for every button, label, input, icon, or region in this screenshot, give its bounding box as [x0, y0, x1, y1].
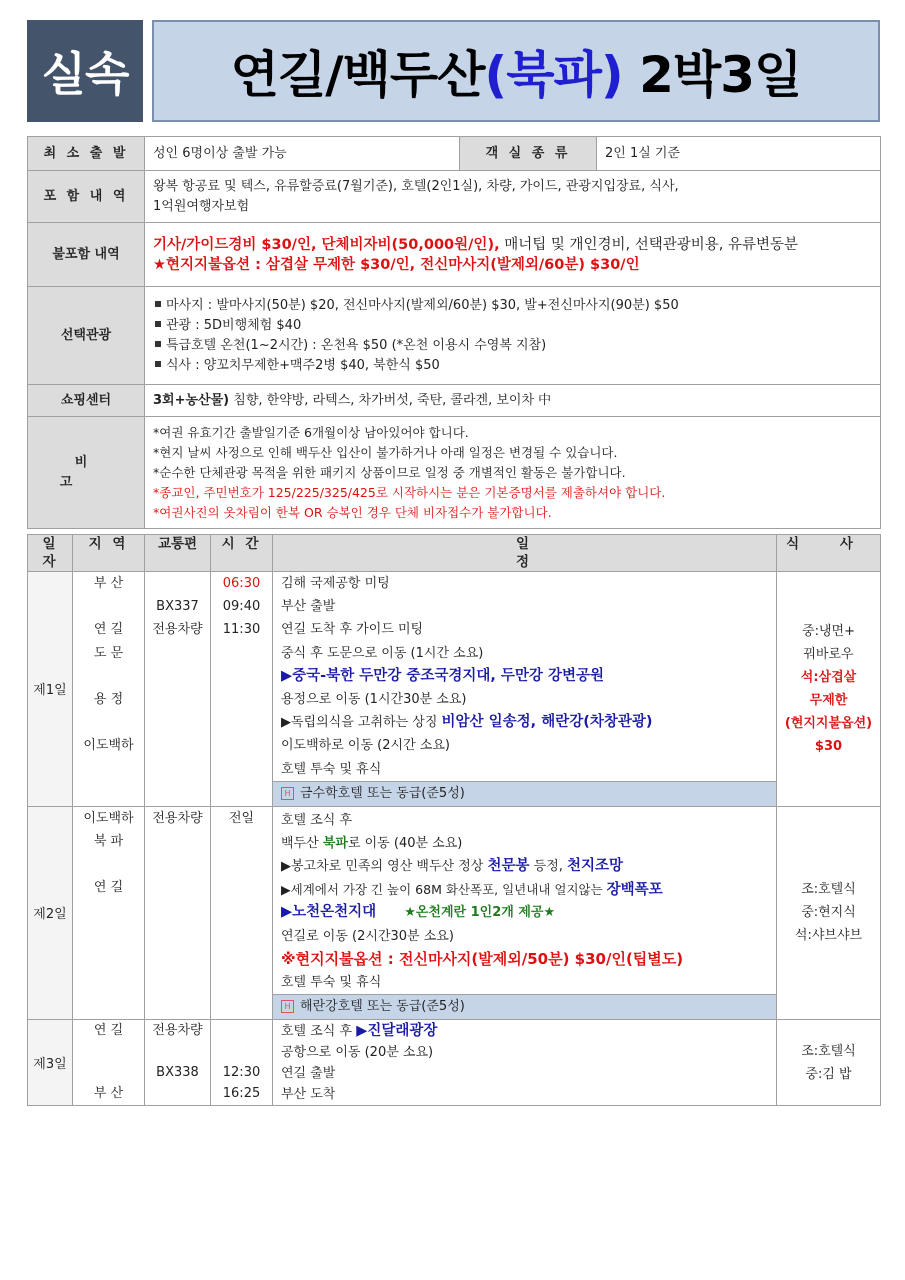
schedule-line: 호텔 조식 후: [281, 812, 353, 828]
meal-line: 조:호텔식: [801, 1043, 856, 1059]
day-label: 제3일: [28, 1020, 73, 1106]
transport-value: 전용차량: [152, 1023, 203, 1039]
schedule-text: 호텔 조식 후: [281, 1024, 357, 1040]
info-row-included: [28, 171, 881, 223]
meal-line: 조:호텔식: [801, 882, 856, 898]
badge-label: 실속: [27, 20, 143, 122]
schedule-cell: [273, 572, 777, 807]
schedule-text: 로 이동 (40분 소요): [347, 835, 463, 851]
schedule-line: [281, 832, 768, 855]
schedule-text: 등정,: [529, 859, 568, 875]
schedule-line: [281, 1020, 768, 1043]
itinerary-header-row: [28, 535, 881, 572]
schedule-line: 부산 도착: [281, 1087, 336, 1103]
time-cell: [211, 1020, 273, 1106]
meal-line-option: $30: [814, 738, 843, 754]
schedule-text: ▶독립의식을 고취하는 상징: [281, 715, 442, 731]
excluded-rest: 매너팁 및 개인경비, 선택관광비용, 유류변동분: [499, 236, 798, 253]
min-departure-value: 성인 6명이상 출발 가능: [145, 137, 460, 171]
time-value: 12:30: [222, 1065, 261, 1081]
hotel-name: 금수학호텔 또는 동급(준5성): [300, 785, 465, 801]
meal-line: 중:김 밥: [805, 1066, 852, 1082]
title-highlight: (북파): [484, 46, 623, 104]
col-meal-header: 식 사: [777, 535, 881, 572]
region-name: [77, 1062, 140, 1083]
info-row-departure: [28, 137, 881, 171]
included-label: 포 함 내 역: [28, 171, 145, 223]
day-label: 제2일: [28, 806, 73, 1020]
meal-cell: [777, 1020, 881, 1106]
schedule-cell: [273, 806, 777, 1020]
itinerary-table: [27, 534, 881, 1106]
region-name: 도 문: [93, 645, 124, 661]
min-departure-label: 최 소 출 발: [28, 137, 145, 171]
region-name: 용 정: [93, 691, 124, 707]
time-value: 16:25: [222, 1086, 261, 1102]
schedule-line: 부산 출발: [281, 599, 336, 615]
shopping-count: 3회+농산물): [153, 392, 230, 408]
schedule-highlight: 북파: [322, 835, 348, 851]
itinerary-day-row: [28, 1020, 881, 1106]
region-name: 연 길: [93, 622, 124, 638]
meal-line-option: 무제한: [809, 692, 848, 708]
hotel-name: 해란강호텔 또는 동급(준5성): [300, 999, 465, 1015]
schedule-line: [281, 711, 768, 734]
schedule-text: ▶봉고차로 민족의 영산 백두산 정상: [281, 859, 488, 875]
region-name: 부 산: [93, 576, 124, 591]
itinerary-day-row: [28, 806, 881, 1020]
region-name: [77, 665, 140, 688]
schedule-highlight: 비암산 일송정, 해란강(차창관광): [441, 714, 653, 731]
region-name: [77, 711, 140, 734]
time-cell: [211, 806, 273, 1020]
meal-cell: [777, 806, 881, 1020]
remarks-list: [145, 417, 881, 529]
meal-line: 중:현지식: [801, 905, 856, 921]
hotel-row: [273, 781, 776, 806]
schedule-line: [281, 878, 768, 901]
optional-list: [145, 287, 881, 385]
excluded-local-option: ★현지지불옵션 : 삼겹살 무제한 $30/인, 전신마사지(발제외/60분) $30/인: [153, 256, 640, 273]
optional-item-text: 관광 : 5D비행체험 $40: [166, 317, 302, 333]
optional-item: [153, 336, 872, 356]
itinerary-day-row: [28, 572, 881, 807]
excluded-value: [145, 223, 881, 287]
hotel-icon: H: [281, 1000, 294, 1013]
room-type-label: 객 실 종 류: [460, 137, 597, 171]
time-value: [215, 1020, 268, 1041]
schedule-highlight: 장백폭포: [606, 882, 663, 899]
optional-item-text: 식사 : 양꼬치무제한+맥주2병 $40, 북한식 $50: [166, 357, 440, 373]
region-name: [77, 1041, 140, 1062]
col-region-header: 지 역: [73, 535, 145, 572]
info-row-optional: [28, 287, 881, 385]
col-schedule-header: 일 정: [273, 535, 777, 572]
shopping-label: 쇼핑센터: [28, 385, 145, 417]
hotel-icon: H: [281, 787, 294, 800]
title-main: 연길/백두산: [230, 46, 485, 104]
schedule-highlight-green: ★온천계란 1인2개 제공★: [404, 905, 556, 921]
meal-line-option: 석:삼겹살: [800, 669, 857, 685]
transport-cell: [145, 572, 211, 807]
remark-line: *현지 날씨 사정으로 인해 백두산 입산이 불가하거나 아래 일정은 변경될 수 있습니다.: [153, 444, 618, 460]
schedule-line: 연길 도착 후 가이드 미팅: [281, 622, 424, 638]
remark-line-warning: *여권사진의 옷차림이 한복 OR 승복인 경우 단체 비자접수가 불가합니다.: [153, 504, 552, 520]
col-transport-header: 교통편: [145, 535, 211, 572]
meal-line: 석:샤브샤브: [794, 928, 863, 944]
bullet-icon: [155, 361, 161, 367]
region-name: 이도백하: [83, 810, 134, 826]
info-row-remarks: [28, 417, 881, 529]
included-value: [145, 171, 881, 223]
schedule-line: 호텔 투숙 및 휴식: [281, 761, 382, 777]
time-cell: [211, 572, 273, 807]
transport-value: [149, 572, 206, 595]
region-name: [77, 595, 140, 618]
info-table: [27, 136, 881, 529]
schedule-line: 용정으로 이동 (1시간30분 소요): [281, 691, 467, 707]
region-cell: [73, 572, 145, 807]
meal-cell: [777, 572, 881, 807]
optional-item: [153, 296, 872, 316]
meal-line-option: (현지지불옵션): [784, 715, 873, 731]
shopping-value: [145, 385, 881, 417]
day-label: 제1일: [28, 572, 73, 807]
remarks-label: [28, 417, 145, 529]
transport-value: [149, 1083, 206, 1104]
meal-line: 꿔바로우: [803, 646, 854, 662]
hotel-row: [273, 994, 776, 1019]
schedule-highlight: ▶진달래광장: [356, 1023, 438, 1040]
remarks-label-text: 비 고: [59, 454, 128, 490]
schedule-cell: [273, 1020, 777, 1106]
region-name: 북 파: [93, 833, 124, 849]
schedule-line: 이도백하로 이동 (2시간 소요): [281, 738, 450, 754]
region-name: 연 길: [93, 880, 124, 896]
included-line: 1억원여행자보험: [153, 198, 250, 214]
room-type-value: 2인 1실 기준: [597, 137, 881, 171]
time-value: 전일: [228, 810, 255, 826]
optional-item-text: 마사지 : 발마사지(50분) $20, 전신마사지(발제외/60분) $30, 발+전신마사지(90분) $50: [166, 297, 679, 313]
optional-item: [153, 316, 872, 336]
remark-line: *여권 유효기간 출발일기준 6개월이상 남아있어야 합니다.: [153, 424, 469, 440]
transport-cell: [145, 806, 211, 1020]
region-name: 부 산: [93, 1086, 124, 1102]
time-value: [215, 1041, 268, 1062]
optional-item: [153, 356, 872, 376]
transport-cell: [145, 1020, 211, 1106]
bullet-icon: [155, 301, 161, 307]
region-name: [77, 853, 140, 876]
time-value: 06:30: [222, 576, 261, 591]
schedule-highlight: ▶노천온천지대: [281, 904, 377, 921]
transport-value: BX337: [156, 599, 199, 615]
region-cell: [73, 806, 145, 1020]
schedule-line: 연길 출발: [281, 1066, 336, 1082]
schedule-highlight: 천문봉: [487, 858, 530, 875]
schedule-highlight: ▶중국-북한 두만강 중조국경지대, 두만강 강변공원: [281, 667, 605, 684]
bullet-icon: [155, 341, 161, 347]
remark-line-warning: *종교인, 주민번호가 125/225/325/425로 시작하시는 분은 기본증명서를 제출하셔야 합니다.: [153, 484, 666, 500]
included-line: 왕복 항공료 및 텍스, 유류할증료(7월기준), 호텔(2인1실), 차량, 가이드, 관광지입장료, 식사,: [153, 178, 679, 194]
schedule-line: [281, 855, 768, 878]
schedule-line: 중식 후 도문으로 이동 (1시간 소요): [281, 645, 484, 661]
excluded-fees: 기사/가이드경비 $30/인, 단체비자비(50,000원/인),: [153, 236, 500, 253]
excluded-label: 불포함 내역: [28, 223, 145, 287]
time-value: 09:40: [222, 599, 261, 615]
schedule-line: 호텔 투숙 및 휴식: [281, 975, 382, 990]
col-date-header: 일 자: [28, 535, 73, 572]
transport-value: BX338: [156, 1065, 199, 1081]
optional-label: 선택관광: [28, 287, 145, 385]
bullet-icon: [155, 321, 161, 327]
shopping-items: 침향, 한약방, 라텍스, 차가버섯, 죽탄, 콜라겐, 보이차 中: [229, 392, 552, 408]
schedule-line: [281, 901, 768, 924]
remark-line: *순수한 단체관광 목적을 위한 패키지 상품이므로 일정 중 개별적인 활동은 불가합니다.: [153, 464, 626, 480]
region-name: 연 길: [93, 1023, 124, 1039]
page-title: [152, 20, 880, 122]
transport-value: 전용차량: [152, 810, 203, 826]
schedule-text: 백두산: [281, 835, 323, 851]
info-row-shopping: [28, 385, 881, 417]
time-value: 11:30: [222, 622, 261, 638]
schedule-line: 공항으로 이동 (20분 소요): [281, 1045, 434, 1061]
region-cell: [73, 1020, 145, 1106]
schedule-highlight: 천지조망: [567, 858, 624, 875]
info-row-excluded: [28, 223, 881, 287]
transport-value: 전용차량: [152, 622, 203, 638]
meal-line: 중:냉면+: [802, 623, 855, 639]
col-time-header: 시 간: [211, 535, 273, 572]
transport-value: [149, 1041, 206, 1062]
optional-item-text: 특급호텔 온천(1~2시간) : 온천욕 $50 (*온천 이용시 수영복 지참): [166, 337, 547, 353]
schedule-line: 연길로 이동 (2시간30분 소요): [281, 928, 454, 944]
title-duration: 2박3일: [622, 46, 802, 104]
schedule-line: 김해 국제공항 미팅: [281, 576, 390, 591]
schedule-option: ※현지지불옵션 : 전신마사지(발제외/50분) $30/인(팁별도): [281, 949, 684, 968]
schedule-text: ▶세계에서 가장 긴 높이 68M 화산폭포, 일년내내 얼지않는: [281, 882, 607, 898]
region-name: 이도백하: [83, 738, 134, 754]
